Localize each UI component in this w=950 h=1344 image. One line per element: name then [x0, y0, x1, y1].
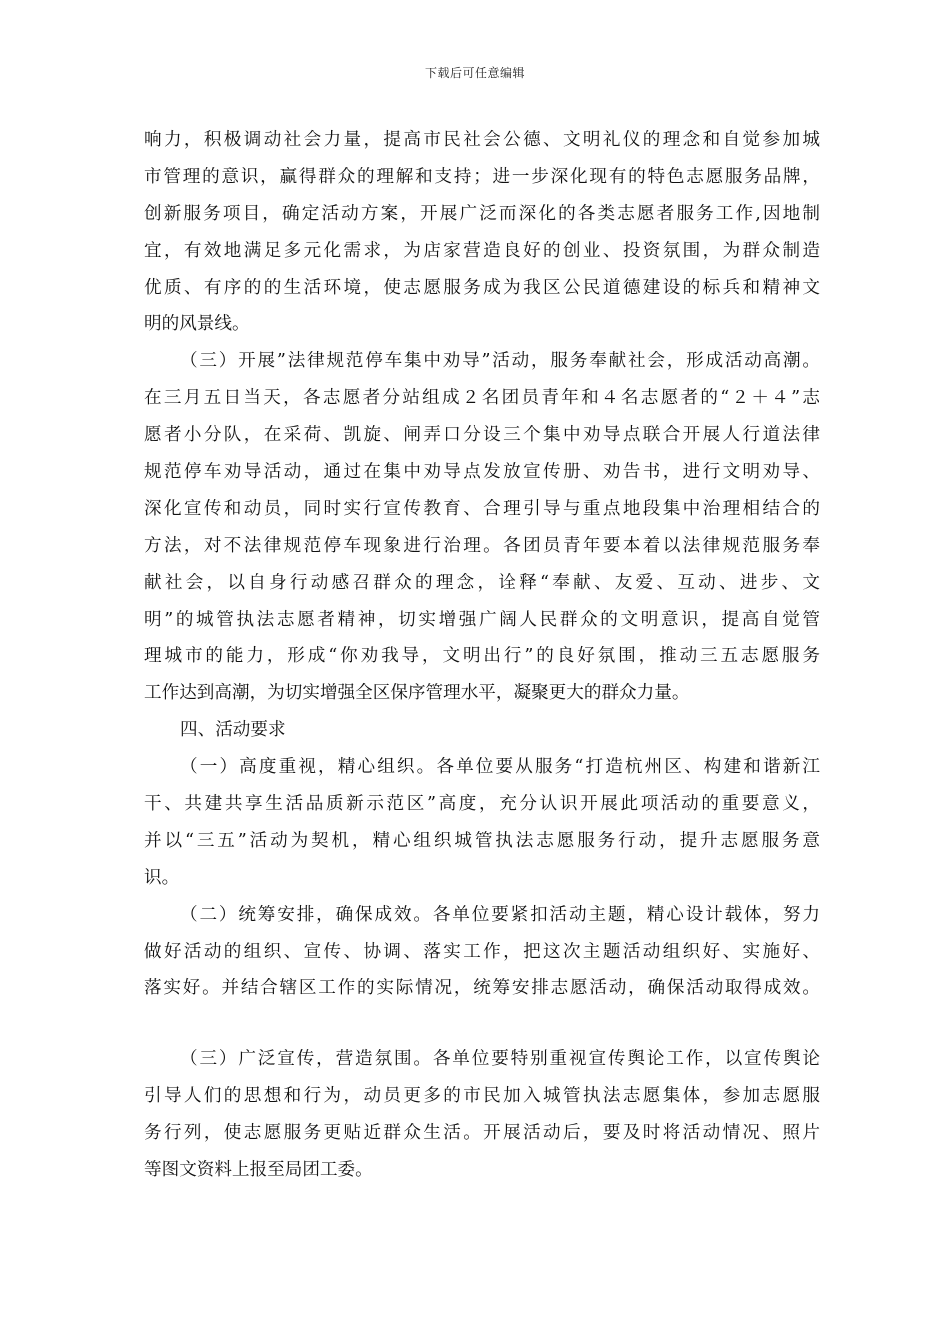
text-line: 并以“三五”活动为契机，精心组织城管执法志愿服务行动，提升志愿服务意: [144, 830, 820, 851]
text-line: （三）广泛宣传，营造氛围。各单位要特别重视宣传舆论工作，以宣传舆论: [180, 1049, 820, 1070]
text-line: 在三月五日当天，各志愿者分站组成２名团员青年和４名志愿者的“２＋４”志: [144, 388, 820, 409]
text-line: 做好活动的组织、宣传、协调、落实工作，把这次主题活动组织好、实施好、: [144, 941, 820, 962]
text-line: 落实好。并结合辖区工作的实际情况，统筹安排志愿活动，确保活动取得成效。: [144, 978, 820, 999]
paragraph-requirement-two: [144, 897, 820, 1008]
text-line: 愿者小分队，在采荷、凯旋、闸弄口分设三个集中劝导点联合开展人行道法律: [144, 425, 820, 446]
text-line: （一）高度重视，精心组织。各单位要从服务“打造杭州区、构建和谐新江: [180, 757, 820, 778]
text-line: 响力，积极调动社会力量，提高市民社会公德、文明礼仪的理念和自觉参加城: [144, 130, 820, 150]
text-line: （三）开展”法律规范停车集中劝导”活动，服务奉献社会，形成活动高潮。: [180, 351, 820, 372]
text-line: 方法，对不法律规范停车现象进行治理。各团员青年要本着以法律规范服务奉: [144, 535, 820, 556]
section-heading-requirements: [144, 712, 820, 749]
text-line: 创新服务项目，确定活动方案，开展广泛而深化的各类志愿者服务工作,因地制: [144, 203, 820, 224]
header-note: 下载后可任意编辑: [424, 66, 525, 80]
text-line: 市管理的意识，赢得群众的理解和支持；进一步深化现有的特色志愿服务品牌，: [144, 166, 820, 187]
text-line: 宜，有效地满足多元化需求，为店家营造良好的创业、投资氛围，为群众制造: [144, 240, 820, 261]
text-line: 等图文资料上报至局团工委。: [144, 1160, 373, 1181]
text-line: 明”的城管执法志愿者精神，切实增强广阔人民群众的文明意识，提高自觉管: [144, 609, 820, 630]
text-line: 深化宣传和动员，同时实行宣传教育、合理引导与重点地段集中治理相结合的: [144, 498, 820, 519]
text-line: 献社会，以自身行动感召群众的理念，诠释“奉献、友爱、互动、进步、文: [144, 572, 820, 593]
text-line: 明的风景线。: [144, 314, 250, 335]
paragraph-parking-campaign: [144, 343, 820, 712]
text-line: 理城市的能力，形成“你劝我导，文明出行”的良好氛围，推动三五志愿服务: [144, 646, 820, 667]
text-line: 工作达到高潮，为切实增强全区保序管理水平，凝聚更大的群众力量。: [144, 683, 690, 704]
document-body: [144, 122, 820, 1189]
paragraph-requirement-one: [144, 749, 820, 897]
section-heading: 四、活动要求: [180, 720, 286, 741]
paragraph-gap: [144, 1007, 820, 1041]
text-line: 引导人们的思想和行为，动员更多的市民加入城管执法志愿集体，参加志愿服: [144, 1086, 820, 1107]
paragraph-requirement-three: [144, 1041, 820, 1189]
paragraph-volunteer-influence: [144, 122, 820, 343]
text-line: 识。: [144, 867, 180, 888]
text-line: （二）统筹安排，确保成效。各单位要紧扣活动主题，精心设计载体，努力: [180, 904, 820, 925]
text-line: 优质、有序的的生活环境，使志愿服务成为我区公民道德建设的标兵和精神文: [144, 277, 820, 298]
text-line: 务行列，使志愿服务更贴近群众生活。开展活动后，要及时将活动情况、照片: [144, 1123, 820, 1144]
text-line: 干、共建共享生活品质新示范区”高度，充分认识开展此项活动的重要意义，: [144, 794, 820, 815]
text-line: 规范停车劝导活动，通过在集中劝导点发放宣传册、劝告书，进行文明劝导、: [144, 462, 820, 483]
